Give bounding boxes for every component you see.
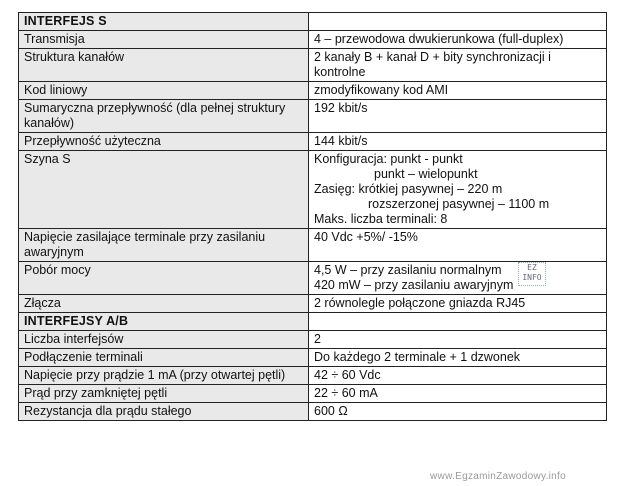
row-label: Szyna S bbox=[19, 151, 309, 229]
row-label: Podłączenie terminali bbox=[19, 349, 309, 367]
row-value: 22 ÷ 60 mA bbox=[309, 385, 607, 403]
row-label: Napięcie zasilające terminale przy zasilaniu awaryjnym bbox=[19, 229, 309, 262]
row-value: 192 kbit/s bbox=[309, 100, 607, 133]
row-value: 4 – przewodowa dwukierunkowa (full-duplex) bbox=[309, 31, 607, 49]
row-label: Struktura kanałów bbox=[19, 49, 309, 82]
ez-info-logo: EZ INFO bbox=[518, 262, 546, 286]
row-value-multiline bbox=[309, 262, 607, 295]
row-label: Liczba interfejsów bbox=[19, 331, 309, 349]
szyna-line-4: rozszerzonej pasywnej – 1100 m bbox=[368, 197, 550, 211]
szyna-line-1: Konfiguracja: punkt - punkt bbox=[314, 152, 463, 166]
section-title: INTERFEJS S bbox=[19, 13, 309, 31]
table-row bbox=[19, 82, 607, 100]
row-value: 42 ÷ 60 Vdc bbox=[309, 367, 607, 385]
table-row bbox=[19, 49, 607, 82]
table-row bbox=[19, 31, 607, 49]
section-title: INTERFEJSY A/B bbox=[19, 313, 309, 331]
row-value: 2 bbox=[309, 331, 607, 349]
row-label: Rezystancja dla prądu stałego bbox=[19, 403, 309, 421]
spec-table bbox=[18, 12, 607, 421]
row-value: Do każdego 2 terminale + 1 dzwonek bbox=[309, 349, 607, 367]
table-row bbox=[19, 367, 607, 385]
row-value: 600 Ω bbox=[309, 403, 607, 421]
table-row bbox=[19, 295, 607, 313]
table-row bbox=[19, 349, 607, 367]
szyna-line-3: Zasięg: krótkiej pasywnej – 220 m bbox=[314, 182, 503, 196]
szyna-line-5: Maks. liczba terminali: 8 bbox=[314, 212, 448, 226]
section-header-interfejs-s bbox=[19, 13, 607, 31]
row-value: 144 kbit/s bbox=[309, 133, 607, 151]
table-row bbox=[19, 331, 607, 349]
row-label: Transmisja bbox=[19, 31, 309, 49]
row-label: Pobór mocy bbox=[19, 262, 309, 295]
row-value: zmodyfikowany kod AMI bbox=[309, 82, 607, 100]
row-value-multiline bbox=[309, 151, 607, 229]
row-label: Przepływność użyteczna bbox=[19, 133, 309, 151]
szyna-line-2: punkt – wielopunkt bbox=[374, 167, 478, 181]
pobor-line-1: 4,5 W – przy zasilaniu normalnym bbox=[314, 263, 502, 277]
watermark: www.EgzaminZawodowy.info bbox=[430, 471, 566, 482]
table-row bbox=[19, 229, 607, 262]
row-value: 2 równolegle połączone gniazda RJ45 bbox=[309, 295, 607, 313]
row-label: Kod liniowy bbox=[19, 82, 309, 100]
row-value: 2 kanały B + kanał D + bity synchronizacji i kontrolne bbox=[309, 49, 607, 82]
row-label: Złącza bbox=[19, 295, 309, 313]
pobor-line-2: 420 mW – przy zasilaniu awaryjnym bbox=[314, 278, 514, 292]
row-label: Prąd przy zamkniętej pętli bbox=[19, 385, 309, 403]
table-row bbox=[19, 403, 607, 421]
table-row bbox=[19, 100, 607, 133]
table-row-szyna-s bbox=[19, 151, 607, 229]
row-value: 40 Vdc +5%/ -15% bbox=[309, 229, 607, 262]
row-label: Napięcie przy prądzie 1 mA (przy otwartej pętli) bbox=[19, 367, 309, 385]
table-row bbox=[19, 385, 607, 403]
section-header-interfejsy-ab bbox=[19, 313, 607, 331]
table-row bbox=[19, 133, 607, 151]
row-label: Sumaryczna przepływność (dla pełnej struktury kanałów) bbox=[19, 100, 309, 133]
